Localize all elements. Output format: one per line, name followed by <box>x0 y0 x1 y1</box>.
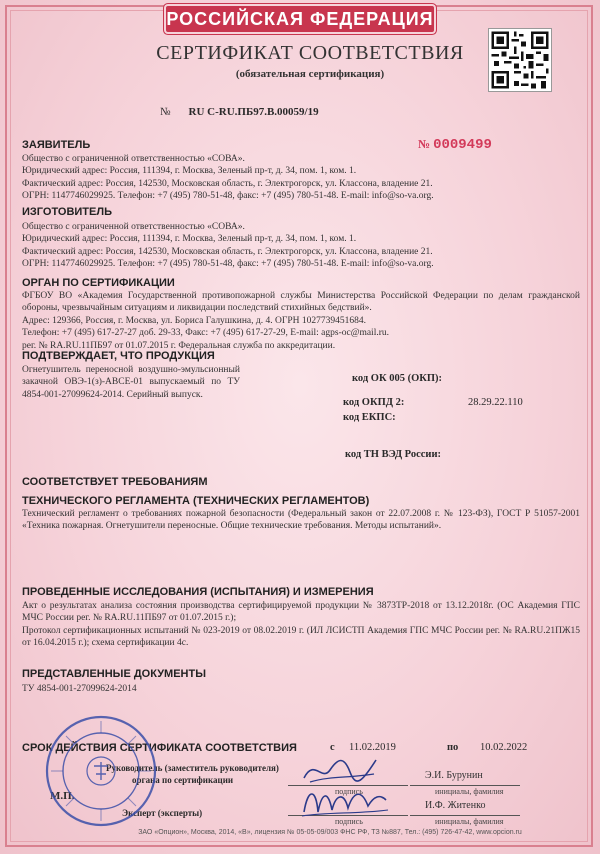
tech-regulations-heading: ТЕХНИЧЕСКОГО РЕГЛАМЕНТА (ТЕХНИЧЕСКИХ РЕГЛАМЕНТОВ) <box>22 495 370 507</box>
documents-text: ТУ 4854-001-27099624-2014 <box>22 684 137 694</box>
documents-heading: ПРЕДСТАВЛЕННЫЕ ДОКУМЕНТЫ <box>22 668 206 680</box>
expert-signature-icon <box>298 782 390 820</box>
qr-code-icon <box>488 28 552 92</box>
certificate-number <box>160 106 319 118</box>
country-banner: РОССИЙСКАЯ ФЕДЕРАЦИЯ <box>166 6 434 32</box>
validity-from-date: 11.02.2019 <box>349 742 396 753</box>
tests-heading: ПРОВЕДЕННЫЕ ИССЛЕДОВАНИЯ (ИСПЫТАНИЯ) И ИЗМЕРЕНИЯ <box>22 586 374 598</box>
validity-from-label: с <box>330 742 335 753</box>
expert-label: Эксперт (эксперты) <box>122 808 203 818</box>
manufacturer-name: Общество с ограниченной ответственностью «СОВА». <box>22 222 245 232</box>
code-ok005-label: код ОК 005 (ОКП): <box>352 373 443 384</box>
serial-sign: № <box>418 137 431 151</box>
head-sign-caption: подпись <box>335 787 363 796</box>
requirements-text: Технический регламент о требованиях пожарной безопасности (Федеральный закон от 22.07.2008 г. № 123-ФЗ), ГОСТ Р 51057-2001 «Техника пожарная. Огнетушители переносные. Общие технические требования. Методы испытаний». <box>22 509 580 532</box>
number-sign: № <box>160 106 171 118</box>
head-label-2: органа по сертификации <box>132 775 234 785</box>
tests-act: Акт о результатах анализа состояния производства сертифицируемой продукции № 3873ТР-2018 от 13.12.2018г. (ОС Академия ГПС МЧС России рег. № RA.RU.11ПБ97 от 01.07.2015 г.); <box>22 601 580 624</box>
validity-heading: СРОК ДЕЙСТВИЯ СЕРТИФИКАТА СООТВЕТСТВИЯ <box>22 742 297 754</box>
manufacturer-legal-address: Юридический адрес: Россия, 111394, г. Москва, Зеленый пр-т, д. 34, пом. 1, ком. 1. <box>22 234 357 245</box>
head-name-caption: инициалы, фамилия <box>435 787 504 796</box>
certification-body-block <box>22 290 580 352</box>
serial-value: 0009499 <box>433 137 492 153</box>
applicant-actual-address: Фактический адрес: Россия, 142530, Московская область, г. Электрогорск, ул. Классона, владение 21. <box>22 178 433 189</box>
code-ekps-label: код ЕКПС: <box>343 412 396 423</box>
head-name-line <box>410 785 520 786</box>
certificate-title: СЕРТИФИКАТ СООТВЕТСТВИЯ <box>156 42 464 64</box>
printer-footer: ЗАО «Опцион», Москва, 2014, «В», лицензия № 05-05-09/003 ФНС РФ, ТЗ №887, Тел.: (495) 726-47-42, www.opcion.ru <box>138 829 522 836</box>
serial-number <box>418 137 492 153</box>
tests-protocol: Протокол сертификационных испытаний № 023-2019 от 08.02.2019 г. (ИЛ ЛСИСТП Академия ГПС МЧС России рег. № RA.RU.21ПЖ15 от 16.04.2015 г.); схема сертификации 4с. <box>22 626 580 649</box>
expert-name-caption: инициалы, фамилия <box>435 817 504 826</box>
applicant-heading: ЗАЯВИТЕЛЬ <box>22 139 91 151</box>
applicant-contacts: ОГРН: 1147746029925. Телефон: +7 (495) 780-51-48, факс: +7 (495) 780-51-48. E-mail: info@so-va.org. <box>22 191 434 202</box>
expert-sign-caption: подпись <box>335 817 363 826</box>
manufacturer-contacts: ОГРН: 1147746029925. Телефон: +7 (495) 780-51-48, факс: +7 (495) 780-51-48. E-mail: info@so-va.org. <box>22 259 434 270</box>
manufacturer-heading: ИЗГОТОВИТЕЛЬ <box>22 206 112 218</box>
certificate-subtitle: (обязательная сертификация) <box>235 68 385 80</box>
validity-to-label: по <box>447 742 459 753</box>
code-tnved-label: код ТН ВЭД России: <box>345 449 442 460</box>
applicant-block <box>22 153 582 203</box>
certification-body-contacts: Телефон: +7 (495) 617-27-27 доб. 29-33, Факс: +7 (495) 617-27-29, E-mail: agps-oc@mail.ru. <box>22 328 390 339</box>
expert-name-line <box>410 815 520 816</box>
applicant-legal-address: Юридический адрес: Россия, 111394, г. Москва, Зеленый пр-т, д. 34, пом. 1, ком. 1. <box>22 166 357 177</box>
requirements-heading: СООТВЕТСТВУЕТ ТРЕБОВАНИЯМ <box>22 476 208 488</box>
head-name: Э.И. Бурунин <box>425 770 483 781</box>
certification-body-address: Адрес: 129366, Россия, г. Москва, ул. Бориса Галушкина, д. 4. ОГРН 1027739451684. <box>22 315 366 326</box>
manufacturer-actual-address: Фактический адрес: Россия, 142530, Московская область, г. Электрогорск, ул. Классона, владение 21. <box>22 246 433 257</box>
head-label: Руководитель (заместитель руководителя) <box>106 763 279 773</box>
expert-name: И.Ф. Житенко <box>425 800 486 811</box>
certificate-number-value: RU C-RU.ПБ97.В.00059/19 <box>188 106 319 118</box>
code-okpd2-value: 28.29.22.110 <box>468 397 523 408</box>
seal-place-label: М.П. <box>50 790 75 802</box>
certification-body-name: ФГБОУ ВО «Академия Государственной противопожарной службы Министерства Российской Федерации по делам гражданской обороны, чрезвычайным ситуациям и ликвидации последствий стихийных бедствий». <box>22 291 580 314</box>
seal-stamp-icon <box>42 712 160 830</box>
applicant-name: Общество с ограниченной ответственностью «СОВА». <box>22 154 245 164</box>
product-heading: ПОДТВЕРЖДАЕТ, ЧТО ПРОДУКЦИЯ <box>22 350 215 362</box>
validity-to-date: 10.02.2022 <box>480 742 528 753</box>
manufacturer-block <box>22 221 582 271</box>
product-description: Огнетушитель переносной воздушно-эмульсионный закачной ОВЭ-1(з)-АВСЕ-01 выпускаемый по ТУ 4854-001-27099624-2014. Серийный выпуск. <box>22 365 240 400</box>
certification-body-accreditation: рег. № RA.RU.11ПБ97 от 01.07.2015 г. Федеральная служба по аккредитации. <box>22 340 336 351</box>
certification-body-heading: ОРГАН ПО СЕРТИФИКАЦИИ <box>22 277 175 289</box>
code-okpd2-label: код ОКПД 2: <box>343 397 405 408</box>
